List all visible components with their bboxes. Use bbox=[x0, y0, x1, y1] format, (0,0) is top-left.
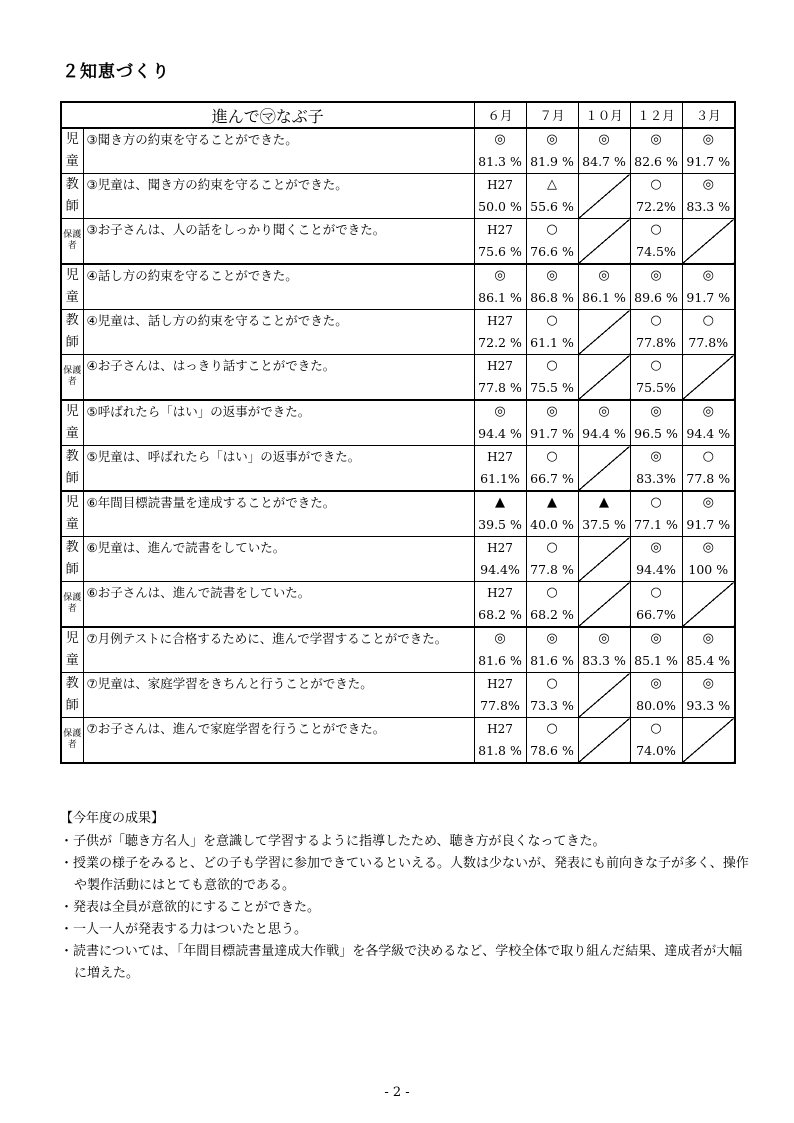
rating-mark: ○ bbox=[650, 313, 662, 328]
results-bullet: ・子供が「聴き方名人」を意識して学習するように指導したため、聴き方が良くなってきた。 bbox=[60, 834, 606, 849]
rating-mark: ◎ bbox=[546, 268, 558, 283]
rating-mark: ○ bbox=[650, 585, 662, 600]
rating-mark: ◎ bbox=[702, 631, 714, 646]
percentage-value: 74.5% bbox=[636, 244, 676, 259]
header-month-dec: １２月 bbox=[630, 102, 682, 128]
percentage-value: 91.7 % bbox=[686, 154, 731, 169]
table-row bbox=[61, 673, 735, 718]
rating-mark: ◎ bbox=[650, 132, 662, 147]
rating-mark: ◎ bbox=[546, 132, 558, 147]
rating-mark: ◎ bbox=[546, 404, 558, 419]
score-cell bbox=[526, 310, 578, 355]
score-cell bbox=[682, 582, 735, 628]
score-cell bbox=[630, 310, 682, 355]
percentage-value: 82.6 % bbox=[634, 154, 678, 169]
score-cell bbox=[630, 537, 682, 582]
percentage-value: 86.1 % bbox=[478, 290, 522, 305]
rating-mark: ◎ bbox=[650, 631, 662, 646]
score-cell bbox=[630, 491, 682, 537]
score-cell bbox=[578, 627, 630, 673]
score-cell bbox=[474, 310, 526, 355]
header-month-jun: ６月 bbox=[474, 102, 526, 128]
score-cell bbox=[526, 491, 578, 537]
rating-mark: ◎ bbox=[702, 177, 714, 192]
percentage-value: 61.1% bbox=[480, 471, 520, 486]
respondent-label: 保護者 bbox=[61, 582, 83, 628]
score-cell bbox=[526, 673, 578, 718]
score-cell bbox=[474, 718, 526, 764]
score-cell bbox=[630, 219, 682, 265]
respondent-label: 教師 bbox=[61, 310, 83, 355]
percentage-value: 73.3 % bbox=[530, 698, 574, 713]
rating-mark: △ bbox=[547, 177, 558, 192]
score-cell bbox=[682, 673, 735, 718]
rating-mark: ○ bbox=[650, 495, 662, 510]
respondent-label: 保護者 bbox=[61, 718, 83, 764]
score-cell bbox=[474, 446, 526, 492]
respondent-label: 教師 bbox=[61, 174, 83, 219]
score-cell bbox=[630, 128, 682, 174]
score-cell bbox=[578, 446, 630, 492]
percentage-value: 74.0% bbox=[636, 743, 676, 758]
score-cell bbox=[682, 627, 735, 673]
table-row bbox=[61, 219, 735, 265]
rating-mark: ○ bbox=[546, 313, 558, 328]
percentage-value: 77.8% bbox=[636, 335, 676, 350]
score-cell bbox=[578, 174, 630, 219]
percentage-value: 55.6 % bbox=[530, 199, 574, 214]
rating-mark: ○ bbox=[702, 449, 714, 464]
percentage-value: 77.8 % bbox=[478, 380, 522, 395]
score-cell bbox=[682, 537, 735, 582]
percentage-value: 75.5 % bbox=[530, 380, 574, 395]
evaluation-item: ⑤呼ばれたら「はい」の返事ができた。 bbox=[83, 400, 474, 446]
percentage-value: 93.3 % bbox=[686, 698, 731, 713]
score-cell bbox=[474, 400, 526, 446]
score-cell bbox=[578, 582, 630, 628]
percentage-value: 40.0 % bbox=[530, 517, 574, 532]
evaluation-item: ③お子さんは、人の話をしっかり聞くことができた。 bbox=[83, 219, 474, 265]
score-cell bbox=[526, 627, 578, 673]
rating-mark: ◎ bbox=[494, 404, 506, 419]
score-cell bbox=[630, 446, 682, 492]
table-row bbox=[61, 128, 735, 174]
respondent-label: 教師 bbox=[61, 537, 83, 582]
percentage-value: 85.4 % bbox=[686, 653, 731, 668]
percentage-value: 83.3 % bbox=[582, 653, 626, 668]
score-cell bbox=[682, 718, 735, 764]
rating-mark: ○ bbox=[546, 222, 558, 237]
percentage-value: 89.6 % bbox=[634, 290, 678, 305]
rating-mark: ◎ bbox=[702, 404, 714, 419]
rating-mark: H27 bbox=[487, 586, 513, 600]
percentage-value: 94.4 % bbox=[686, 426, 731, 441]
score-cell bbox=[578, 219, 630, 265]
table-row bbox=[61, 400, 735, 446]
percentage-value: 78.6 % bbox=[530, 743, 574, 758]
rating-mark: ◎ bbox=[598, 268, 610, 283]
evaluation-item: ④児童は、話し方の約束を守ることができた。 bbox=[83, 310, 474, 355]
rating-mark: H27 bbox=[487, 677, 513, 691]
respondent-label: 児童 bbox=[61, 264, 83, 310]
score-cell bbox=[682, 310, 735, 355]
table-row bbox=[61, 446, 735, 492]
score-cell bbox=[474, 128, 526, 174]
score-cell bbox=[630, 627, 682, 673]
rating-mark: H27 bbox=[487, 178, 513, 192]
percentage-value: 77.8% bbox=[480, 698, 520, 713]
percentage-value: 91.7 % bbox=[686, 517, 731, 532]
score-cell bbox=[578, 400, 630, 446]
score-cell bbox=[526, 128, 578, 174]
score-cell bbox=[682, 355, 735, 401]
header-month-mar: ３月 bbox=[682, 102, 735, 128]
score-cell bbox=[630, 355, 682, 401]
score-cell bbox=[630, 400, 682, 446]
percentage-value: 75.6 % bbox=[478, 244, 522, 259]
evaluation-item: ③聞き方の約束を守ることができた。 bbox=[83, 128, 474, 174]
respondent-label: 児童 bbox=[61, 128, 83, 174]
score-cell bbox=[682, 128, 735, 174]
score-cell bbox=[474, 537, 526, 582]
percentage-value: 72.2 % bbox=[478, 335, 522, 350]
score-cell bbox=[630, 174, 682, 219]
percentage-value: 76.6 % bbox=[530, 244, 574, 259]
score-cell bbox=[682, 174, 735, 219]
percentage-value: 83.3 % bbox=[686, 199, 731, 214]
score-cell bbox=[630, 264, 682, 310]
percentage-value: 81.6 % bbox=[530, 653, 574, 668]
respondent-label: 保護者 bbox=[61, 219, 83, 265]
rating-mark: ○ bbox=[546, 540, 558, 555]
percentage-value: 81.9 % bbox=[530, 154, 574, 169]
score-cell bbox=[578, 673, 630, 718]
percentage-value: 83.3% bbox=[636, 471, 676, 486]
score-cell bbox=[474, 219, 526, 265]
rating-mark: H27 bbox=[487, 722, 513, 736]
rating-mark: ◎ bbox=[650, 268, 662, 283]
percentage-value: 77.8 % bbox=[686, 471, 731, 486]
table-row bbox=[61, 355, 735, 401]
page-number: - 2 - bbox=[384, 1085, 410, 1100]
rating-mark: ○ bbox=[546, 585, 558, 600]
rating-mark: ◎ bbox=[650, 540, 662, 555]
rating-mark: ○ bbox=[546, 676, 558, 691]
header-item-label: 進んで㋮なぶ子 bbox=[61, 102, 474, 128]
respondent-label: 保護者 bbox=[61, 355, 83, 401]
evaluation-item: ⑥お子さんは、進んで読書をしていた。 bbox=[83, 582, 474, 628]
evaluation-item: ⑤児童は、呼ばれたら「はい」の返事ができた。 bbox=[83, 446, 474, 492]
rating-mark: ◎ bbox=[546, 631, 558, 646]
percentage-value: 96.5 % bbox=[634, 426, 678, 441]
percentage-value: 77.8% bbox=[688, 335, 729, 350]
rating-mark: ◎ bbox=[702, 268, 714, 283]
percentage-value: 37.5 % bbox=[582, 517, 626, 532]
percentage-value: 100 % bbox=[688, 562, 729, 577]
percentage-value: 39.5 % bbox=[478, 517, 522, 532]
percentage-value: 94.4 % bbox=[478, 426, 522, 441]
results-bullet: ・発表は全員が意欲的にすることができた。 bbox=[60, 900, 321, 915]
rating-mark: ○ bbox=[702, 313, 714, 328]
rating-mark: H27 bbox=[487, 223, 513, 237]
evaluation-item: ③児童は、聞き方の約束を守ることができた。 bbox=[83, 174, 474, 219]
header-month-jul: ７月 bbox=[526, 102, 578, 128]
rating-mark: ○ bbox=[546, 721, 558, 736]
section-title: ２知恵づくり bbox=[62, 62, 170, 82]
rating-mark: ◎ bbox=[702, 676, 714, 691]
rating-mark: ○ bbox=[650, 222, 662, 237]
percentage-value: 94.4% bbox=[636, 562, 676, 577]
table-header-row bbox=[61, 102, 735, 128]
evaluation-item: ⑥児童は、進んで読書をしていた。 bbox=[83, 537, 474, 582]
evaluation-table bbox=[60, 101, 736, 764]
percentage-value: 81.8 % bbox=[478, 743, 522, 758]
table-row bbox=[61, 582, 735, 628]
rating-mark: ◎ bbox=[702, 495, 714, 510]
score-cell bbox=[630, 582, 682, 628]
rating-mark: ◎ bbox=[650, 449, 662, 464]
results-bullet: ・読書については、「年間目標読書量達成大作戦」を各学級で決めるなど、学校全体で取り組んだ結果、達成者が大幅に増えた。 bbox=[60, 944, 743, 981]
percentage-value: 81.3 % bbox=[478, 154, 522, 169]
evaluation-item: ④話し方の約束を守ることができた。 bbox=[83, 264, 474, 310]
score-cell bbox=[578, 718, 630, 764]
rating-mark: ◎ bbox=[598, 631, 610, 646]
rating-mark: ◎ bbox=[702, 540, 714, 555]
rating-mark: ◎ bbox=[598, 404, 610, 419]
percentage-value: 81.6 % bbox=[478, 653, 522, 668]
rating-mark: ◎ bbox=[650, 404, 662, 419]
rating-mark: ◎ bbox=[598, 132, 610, 147]
score-cell bbox=[578, 537, 630, 582]
score-cell bbox=[526, 219, 578, 265]
score-cell bbox=[526, 446, 578, 492]
rating-mark: H27 bbox=[487, 359, 513, 373]
table-row bbox=[61, 627, 735, 673]
rating-mark: ◎ bbox=[650, 676, 662, 691]
score-cell bbox=[682, 219, 735, 265]
percentage-value: 94.4% bbox=[480, 562, 520, 577]
results-heading: 【今年度の成果】 bbox=[60, 811, 165, 826]
rating-mark: H27 bbox=[487, 541, 513, 555]
rating-mark: ◎ bbox=[494, 268, 506, 283]
rating-mark: ○ bbox=[650, 721, 662, 736]
score-cell bbox=[682, 264, 735, 310]
percentage-value: 91.7 % bbox=[530, 426, 574, 441]
rating-mark: ▲ bbox=[599, 495, 610, 510]
score-cell bbox=[526, 264, 578, 310]
score-cell bbox=[682, 446, 735, 492]
table-row bbox=[61, 264, 735, 310]
score-cell bbox=[682, 400, 735, 446]
table-row bbox=[61, 174, 735, 219]
respondent-label: 児童 bbox=[61, 627, 83, 673]
rating-mark: ○ bbox=[546, 449, 558, 464]
evaluation-item: ⑦児童は、家庭学習をきちんと行うことができた。 bbox=[83, 673, 474, 718]
score-cell bbox=[474, 264, 526, 310]
percentage-value: 50.0 % bbox=[478, 199, 522, 214]
rating-mark: ◎ bbox=[494, 132, 506, 147]
rating-mark: ◎ bbox=[494, 631, 506, 646]
rating-mark: ▲ bbox=[495, 495, 506, 510]
table-row bbox=[61, 718, 735, 764]
table-row bbox=[61, 310, 735, 355]
table-row bbox=[61, 491, 735, 537]
percentage-value: 85.1 % bbox=[634, 653, 678, 668]
table-row bbox=[61, 537, 735, 582]
score-cell bbox=[526, 718, 578, 764]
header-month-oct: １０月 bbox=[578, 102, 630, 128]
percentage-value: 68.2 % bbox=[530, 607, 574, 622]
rating-mark: ▲ bbox=[547, 495, 558, 510]
results-bullet: ・授業の様子をみると、どの子も学習に参加できているといえる。人数は少ないが、発表にも前向きな子が多く、操作や製作活動にはとても意欲的である。 bbox=[60, 856, 749, 893]
respondent-label: 教師 bbox=[61, 446, 83, 492]
percentage-value: 77.1 % bbox=[634, 517, 678, 532]
score-cell bbox=[578, 355, 630, 401]
percentage-value: 72.2% bbox=[636, 199, 676, 214]
evaluation-item: ⑦お子さんは、進んで家庭学習を行うことができた。 bbox=[83, 718, 474, 764]
respondent-label: 教師 bbox=[61, 673, 83, 718]
evaluation-item: ⑦月例テストに合格するために、進んで学習することができた。 bbox=[83, 627, 474, 673]
percentage-value: 77.8 % bbox=[530, 562, 574, 577]
score-cell bbox=[526, 537, 578, 582]
evaluation-item: ④お子さんは、はっきり話すことができた。 bbox=[83, 355, 474, 401]
score-cell bbox=[526, 174, 578, 219]
rating-mark: ○ bbox=[650, 358, 662, 373]
rating-mark: H27 bbox=[487, 314, 513, 328]
score-cell bbox=[630, 718, 682, 764]
score-cell bbox=[474, 673, 526, 718]
percentage-value: 66.7% bbox=[636, 607, 676, 622]
rating-mark: ○ bbox=[546, 358, 558, 373]
evaluation-item: ⑥年間目標読書量を達成することができた。 bbox=[83, 491, 474, 537]
percentage-value: 84.7 % bbox=[582, 154, 626, 169]
score-cell bbox=[526, 582, 578, 628]
percentage-value: 94.4 % bbox=[582, 426, 626, 441]
results-bullet: ・一人一人が発表する力はついたと思う。 bbox=[60, 922, 308, 937]
score-cell bbox=[578, 310, 630, 355]
score-cell bbox=[682, 491, 735, 537]
score-cell bbox=[578, 264, 630, 310]
rating-mark: H27 bbox=[487, 450, 513, 464]
percentage-value: 91.7 % bbox=[686, 290, 731, 305]
percentage-value: 86.8 % bbox=[530, 290, 574, 305]
results-section bbox=[60, 808, 750, 985]
score-cell bbox=[474, 582, 526, 628]
respondent-label: 児童 bbox=[61, 400, 83, 446]
percentage-value: 61.1 % bbox=[530, 335, 574, 350]
score-cell bbox=[474, 491, 526, 537]
score-cell bbox=[630, 673, 682, 718]
percentage-value: 68.2 % bbox=[478, 607, 522, 622]
score-cell bbox=[526, 355, 578, 401]
score-cell bbox=[474, 355, 526, 401]
score-cell bbox=[474, 627, 526, 673]
score-cell bbox=[474, 174, 526, 219]
percentage-value: 80.0% bbox=[636, 698, 676, 713]
rating-mark: ○ bbox=[650, 177, 662, 192]
percentage-value: 66.7 % bbox=[530, 471, 574, 486]
percentage-value: 86.1 % bbox=[582, 290, 626, 305]
score-cell bbox=[578, 491, 630, 537]
score-cell bbox=[578, 128, 630, 174]
score-cell bbox=[526, 400, 578, 446]
rating-mark: ◎ bbox=[702, 132, 714, 147]
respondent-label: 児童 bbox=[61, 491, 83, 537]
percentage-value: 75.5% bbox=[636, 380, 676, 395]
